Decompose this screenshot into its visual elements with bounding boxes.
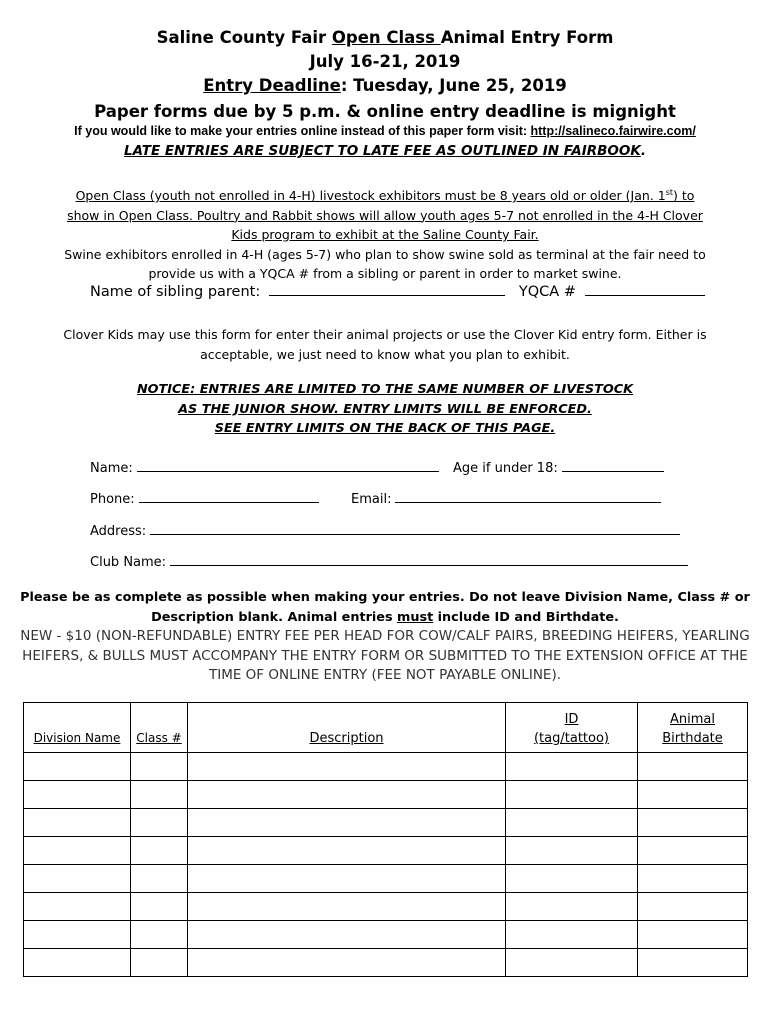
open-class-rule-post: ) to show in Open Class. Poultry and Rabbit shows will allow youth ages 5-7 not enrolled in the 4-H Clover Kids program to exhibit at the Saline County Fair. [67,188,703,243]
email-field[interactable] [395,490,661,503]
id-cell[interactable] [506,781,638,809]
col-id [506,703,638,753]
division-cell[interactable] [24,781,131,809]
swine-rule: Swine exhibitors enrolled in 4-H (ages 5-7) who plan to show swine sold as terminal at the fair need to provide us with a YQCA # from a sibling or parent in order to market swine. [64,246,706,282]
col-division-name: Division Name [24,703,131,753]
birthdate-cell[interactable] [638,809,748,837]
col-class-number: Class # [131,703,188,753]
division-cell[interactable] [24,865,131,893]
fair-dates: July 16-21, 2019 [309,52,461,71]
phone-field-row [90,490,319,507]
birthdate-cell[interactable] [638,781,748,809]
col-description: Description [188,703,506,753]
notice-line-1: NOTICE: ENTRIES ARE LIMITED TO THE SAME NUMBER OF LIVESTOCK [136,382,634,397]
phone-label: Phone: [90,492,135,507]
col-id-line-2: (tag/tattoo) [533,731,609,746]
id-cell[interactable] [506,865,638,893]
club-field-row [90,553,688,570]
table-row [24,781,748,809]
division-cell[interactable] [24,949,131,977]
division-cell[interactable] [24,893,131,921]
col-id-line-1: ID [564,712,579,727]
division-cell[interactable] [24,921,131,949]
online-entry-text: If you would like to make your entries online instead of this paper form visit: [74,124,531,138]
address-field[interactable] [150,522,680,535]
sibling-parent-label: Name of sibling parent: [90,284,265,300]
division-cell[interactable] [24,809,131,837]
age-label: Age if under 18: [453,461,558,476]
form-title [0,26,770,50]
description-cell[interactable] [188,753,506,781]
open-class-rule-pre: Open Class (youth not enrolled in 4-H) livestock exhibitors must be 8 years old or older (Jan. 1 [75,188,666,204]
late-entries-notice [0,143,770,159]
age-field-row [453,459,664,476]
address-field-row [90,522,680,539]
online-entry-link[interactable]: http://salineco.fairwire.com/ [530,124,696,138]
class-cell[interactable] [131,865,188,893]
class-cell[interactable] [131,949,188,977]
notice-line-3: SEE ENTRY LIMITS ON THE BACK OF THIS PAGE. [214,421,556,436]
table-row [24,921,748,949]
birthdate-cell[interactable] [638,837,748,865]
name-field[interactable] [137,459,439,472]
email-field-row [351,490,661,507]
birthdate-cell[interactable] [638,949,748,977]
club-label: Club Name: [90,555,167,570]
id-cell[interactable] [506,753,638,781]
paper-due-notice: Paper forms due by 5 p.m. & online entry deadline is mignight [94,102,676,121]
open-class-rule-sup: st [665,188,674,197]
entry-deadline [0,74,770,98]
title-open-class: Open Class [331,28,441,47]
description-cell[interactable] [188,809,506,837]
class-cell[interactable] [131,753,188,781]
name-field-row [90,459,439,476]
id-cell[interactable] [506,809,638,837]
birthdate-cell[interactable] [638,753,748,781]
birthdate-cell[interactable] [638,921,748,949]
yqca-label: YQCA # [518,284,581,300]
entry-limits-notice [60,380,710,439]
description-cell[interactable] [188,865,506,893]
table-row [24,809,748,837]
entry-fee-notice: NEW - $10 (NON-REFUNDABLE) ENTRY FEE PER HEAD FOR COW/CALF PAIRS, BREEDING HEIFERS, YEARLING HEIFERS, & BULLS MUST ACCOMPANY THE ENTRY FORM OR SUBMITTED TO THE EXTENSION OFFICE AT THE TIME OF ONLINE ENTRY (FEE NOT PAYABLE ONLINE). [20,628,750,683]
table-header-row [24,703,748,753]
instructions-post: include ID and Birthdate. [433,609,619,625]
completion-instructions [20,588,750,627]
sibling-parent-field[interactable] [269,283,505,296]
class-cell[interactable] [131,893,188,921]
sibling-parent-line [90,283,705,300]
description-cell[interactable] [188,781,506,809]
class-cell[interactable] [131,837,188,865]
birthdate-cell[interactable] [638,865,748,893]
open-class-rule [67,188,703,242]
clover-kids-note: Clover Kids may use this form for enter their animal projects or use the Clover Kid entry form. Either is acceptable, we just need to know what you plan to exhibit. [63,327,707,362]
table-row [24,837,748,865]
late-entries-end: . [640,143,646,159]
club-field[interactable] [170,553,688,566]
deadline-label: Entry Deadline [203,76,341,95]
eligibility-rules [60,183,710,284]
description-cell[interactable] [188,949,506,977]
address-label: Address: [90,524,147,539]
age-field[interactable] [562,459,664,472]
phone-field[interactable] [139,490,319,503]
table-row [24,893,748,921]
birthdate-cell[interactable] [638,893,748,921]
id-cell[interactable] [506,949,638,977]
description-cell[interactable] [188,893,506,921]
description-cell[interactable] [188,921,506,949]
division-cell[interactable] [24,837,131,865]
id-cell[interactable] [506,837,638,865]
table-row [24,753,748,781]
col-birthdate-line-1: Animal [670,712,715,727]
title-pre: Saline County Fair [156,28,332,47]
instructions-must: must [397,609,434,625]
notice-line-2: AS THE JUNIOR SHOW. ENTRY LIMITS WILL BE ENFORCED. [178,401,592,417]
table-row [24,865,748,893]
entries-table [23,702,748,977]
deadline-value: : Tuesday, June 25, 2019 [340,76,567,95]
class-cell[interactable] [131,781,188,809]
col-birthdate-line-2: Birthdate [662,731,723,746]
title-post: Animal Entry Form [440,28,614,47]
class-cell[interactable] [131,921,188,949]
division-cell[interactable] [24,753,131,781]
yqca-field[interactable] [585,283,705,296]
email-label: Email: [351,492,392,507]
description-cell[interactable] [188,837,506,865]
online-entry-line [0,124,770,138]
class-cell[interactable] [131,809,188,837]
table-row [24,949,748,977]
id-cell[interactable] [506,921,638,949]
col-birthdate [638,703,748,753]
instructions-pre: Please be as complete as possible when making your entries. Do not leave Division Name, Class # or Description blank. Animal entries [20,590,750,625]
name-label: Name: [90,461,133,476]
id-cell[interactable] [506,893,638,921]
late-entries-text: LATE ENTRIES ARE SUBJECT TO LATE FEE AS OUTLINED IN FAIRBOOK [124,143,641,159]
